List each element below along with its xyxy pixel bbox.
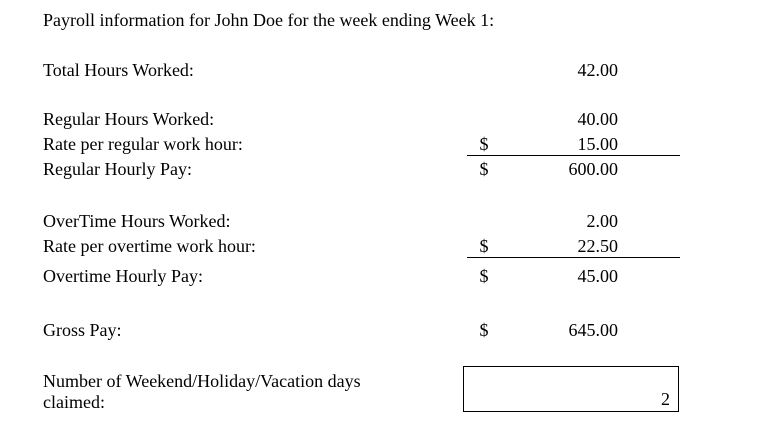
overtime-pay-value: 45.00 (577, 266, 618, 286)
overtime-rate-value: 22.50 (577, 236, 618, 256)
regular-hours-value: 40.00 (577, 109, 618, 129)
overtime-pay-label: Overtime Hourly Pay: (43, 266, 203, 286)
regular-pay-label: Regular Hourly Pay: (43, 159, 192, 179)
total-hours-label: Total Hours Worked: (43, 60, 194, 80)
regular-hours-label: Regular Hours Worked: (43, 109, 215, 129)
regular-rate-label: Rate per regular work hour: (43, 134, 243, 154)
gross-pay-value: 645.00 (568, 320, 618, 340)
regular-rate-value: 15.00 (577, 134, 618, 154)
days-claimed-label-line1: Number of Weekend/Holiday/Vacation days (43, 371, 361, 391)
total-hours-value: 42.00 (577, 60, 618, 80)
regular-pay-currency: $ (479, 159, 489, 179)
overtime-hours-label: OverTime Hours Worked: (43, 211, 231, 231)
overtime-rate-label: Rate per overtime work hour: (43, 236, 256, 256)
days-claimed-label-line2: claimed: (43, 392, 105, 412)
overtime-rate-currency: $ (479, 236, 489, 256)
overtime-rate-underline (467, 257, 680, 258)
regular-pay-value: 600.00 (568, 159, 618, 179)
days-claimed-input[interactable] (463, 366, 679, 412)
days-claimed-value: 2 (661, 389, 670, 409)
overtime-pay-currency: $ (479, 266, 489, 286)
regular-rate-currency: $ (479, 134, 489, 154)
page-title: Payroll information for John Doe for the week ending Week 1: (43, 10, 495, 30)
gross-pay-label: Gross Pay: (43, 320, 122, 340)
gross-pay-currency: $ (479, 320, 489, 340)
overtime-hours-value: 2.00 (586, 211, 618, 231)
regular-rate-underline (467, 155, 680, 156)
